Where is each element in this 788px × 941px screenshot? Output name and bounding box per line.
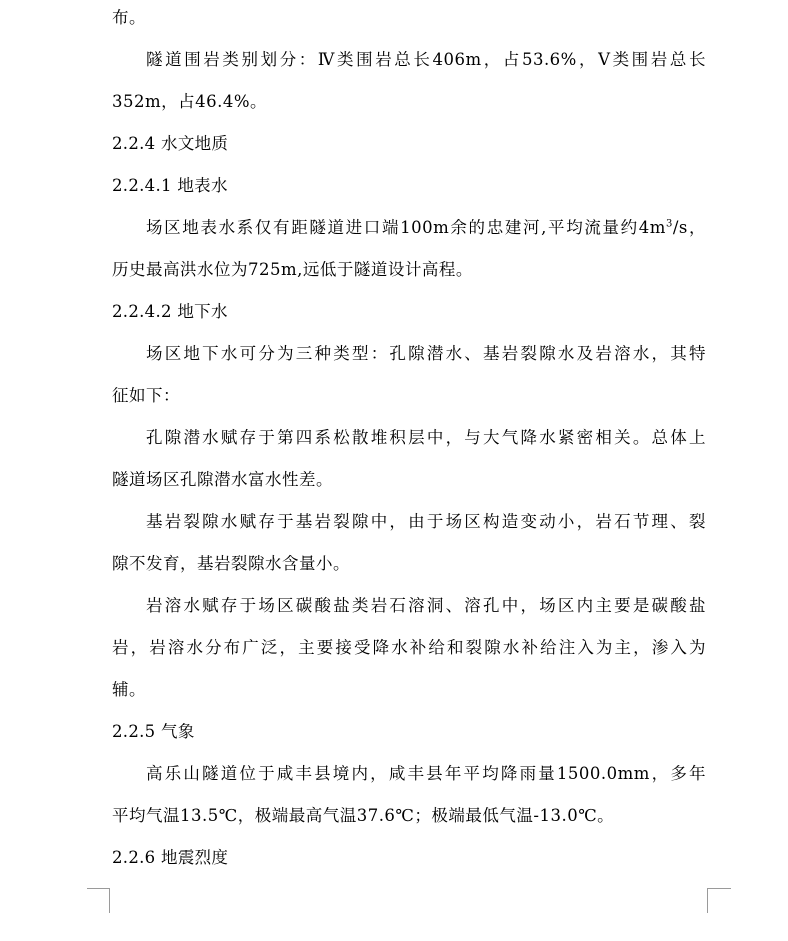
paragraph-line: 岩溶水赋存于场区碳酸盐类岩石溶洞、溶孔中，场区内主要是碳酸盐 xyxy=(146,596,706,615)
section-heading: 2.2.4 水文地质 xyxy=(112,134,229,153)
paragraph-line: 隙不发育，基岩裂隙水含量小。 xyxy=(112,554,350,573)
paragraph-line: 隧道场区孔隙潜水富水性差。 xyxy=(112,470,333,489)
paragraph-line: 孔隙潜水赋存于第四系松散堆积层中，与大气降水紧密相关。总体上 xyxy=(146,428,706,447)
paragraph-line: 隧道围岩类别划分：Ⅳ类围岩总长406m，占53.6%，Ⅴ类围岩总长 xyxy=(146,50,706,69)
paragraph-line: 场区地下水可分为三种类型：孔隙潜水、基岩裂隙水及岩溶水，其特 xyxy=(146,344,706,363)
paragraph-line: 352m，占46.4%。 xyxy=(112,92,268,111)
paragraph-line: 平均气温13.5℃，极端最高气温37.6℃；极端最低气温-13.0℃。 xyxy=(112,806,615,825)
section-heading: 2.2.4.2 地下水 xyxy=(112,302,228,321)
paragraph-line: 岩，岩溶水分布广泛，主要接受降水补给和裂隙水补给注入为主，渗入为 xyxy=(112,638,706,657)
section-heading: 2.2.4.1 地表水 xyxy=(112,176,228,195)
paragraph-line: 基岩裂隙水赋存于基岩裂隙中，由于场区构造变动小，岩石节理、裂 xyxy=(146,512,706,531)
paragraph-text: 场区地表水系仅有距隧道进口端100m余的忠建河,平均流量约4m xyxy=(146,218,666,237)
crop-mark-right-vertical xyxy=(707,888,708,913)
paragraph-line: 征如下： xyxy=(112,386,180,405)
paragraph-line: 高乐山隧道位于咸丰县境内，咸丰县年平均降雨量1500.0mm，多年 xyxy=(146,764,706,783)
crop-mark-left-horizontal xyxy=(87,888,110,889)
paragraph-line: 历史最高洪水位为725m,远低于隧道设计高程。 xyxy=(112,260,473,279)
crop-mark-left-vertical xyxy=(109,888,110,913)
unit-text: /s， xyxy=(672,218,707,237)
section-heading: 2.2.5 气象 xyxy=(112,722,195,741)
crop-mark-right-horizontal xyxy=(707,888,731,889)
paragraph-line: 布。 xyxy=(112,8,146,27)
paragraph-line: 辅。 xyxy=(112,680,146,699)
paragraph-line xyxy=(146,218,706,238)
section-heading: 2.2.6 地震烈度 xyxy=(112,848,229,867)
superscript: 3 xyxy=(665,218,673,230)
